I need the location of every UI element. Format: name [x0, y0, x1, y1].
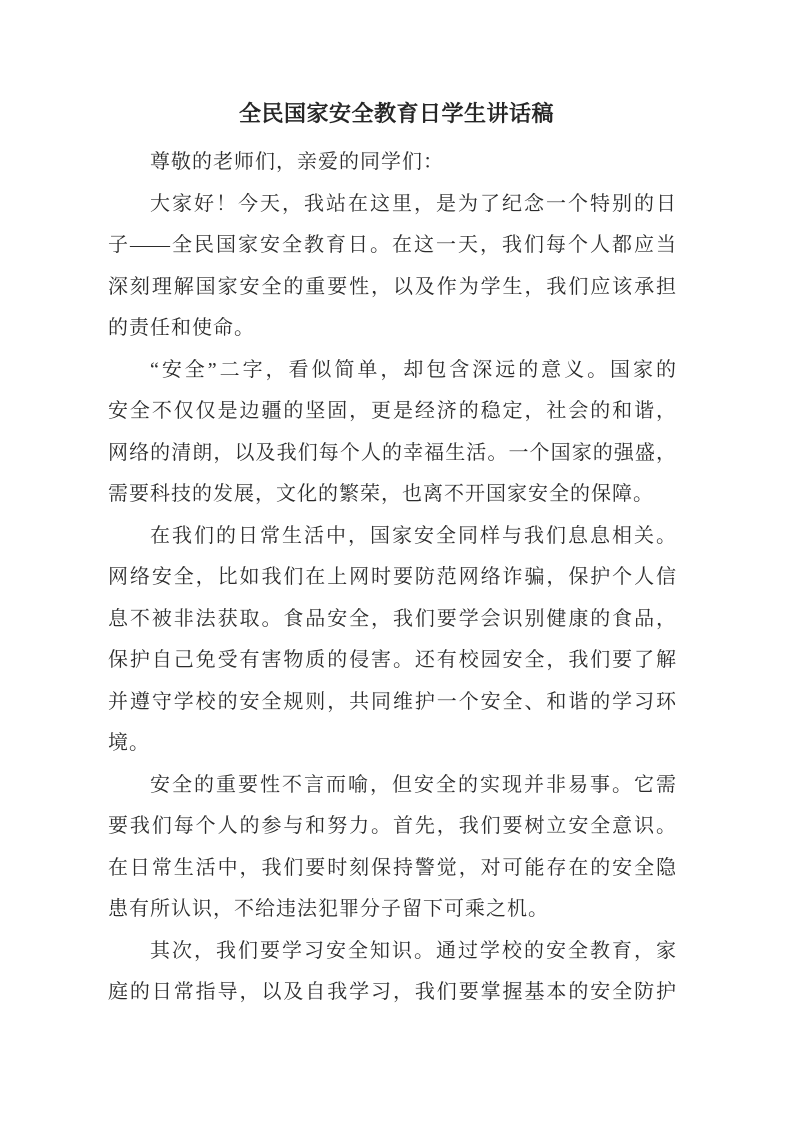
text-line: 子——全民国家安全教育日。在这一天，我们每个人都应当 [108, 234, 676, 256]
text-line: 网络的清朗，以及我们每个人的幸福生活。一个国家的强盛， [108, 441, 676, 464]
text-line: “安全”二字，看似简单，却包含深远的意义。国家的 [150, 358, 676, 381]
text-line: 其次，我们要学习安全知识。通过学校的安全教育，家 [150, 939, 676, 962]
text-line: 息不被非法获取。食品安全，我们要学会识别健康的食品， [108, 607, 676, 630]
text-line: 深刻理解国家安全的重要性，以及作为学生，我们应该承担 [108, 275, 676, 298]
text-line: 保护自己免受有害物质的侵害。还有校园安全，我们要了解 [108, 649, 676, 671]
document-title: 全民国家安全教育日学生讲话稿 [238, 101, 554, 126]
document-body [108, 142, 676, 1014]
text-line: 安全的重要性不言而喻，但安全的实现并非易事。它需 [150, 773, 676, 796]
text-line: 患有所认识，不给违法犯罪分子留下可乘之机。 [108, 898, 549, 920]
text-line: 在日常生活中，我们要时刻保持警觉，对可能存在的安全隐 [108, 856, 676, 879]
text-line: 境。 [108, 732, 150, 754]
text-line: 庭的日常指导，以及自我学习，我们要掌握基本的安全防护 [108, 981, 676, 1003]
text-line: 要我们每个人的参与和努力。首先，我们要树立安全意识。 [108, 815, 676, 837]
text-line: 网络安全，比如我们在上网时要防范网络诈骗，保护个人信 [108, 566, 676, 588]
text-line: 安全不仅仅是边疆的坚固，更是经济的稳定，社会的和谐， [108, 400, 676, 422]
text-line: 大家好！今天，我站在这里，是为了纪念一个特别的日 [150, 192, 676, 215]
text-line: 需要科技的发展，文化的繁荣，也离不开国家安全的保障。 [108, 483, 654, 505]
text-line: 的责任和使命。 [108, 317, 255, 339]
text-line: 在我们的日常生活中，国家安全同样与我们息息相关。 [150, 524, 676, 547]
text-line: 并遵守学校的安全规则，共同维护一个安全、和谐的学习环 [108, 690, 676, 713]
text-line: 尊敬的老师们，亲爱的同学们： [150, 151, 444, 173]
